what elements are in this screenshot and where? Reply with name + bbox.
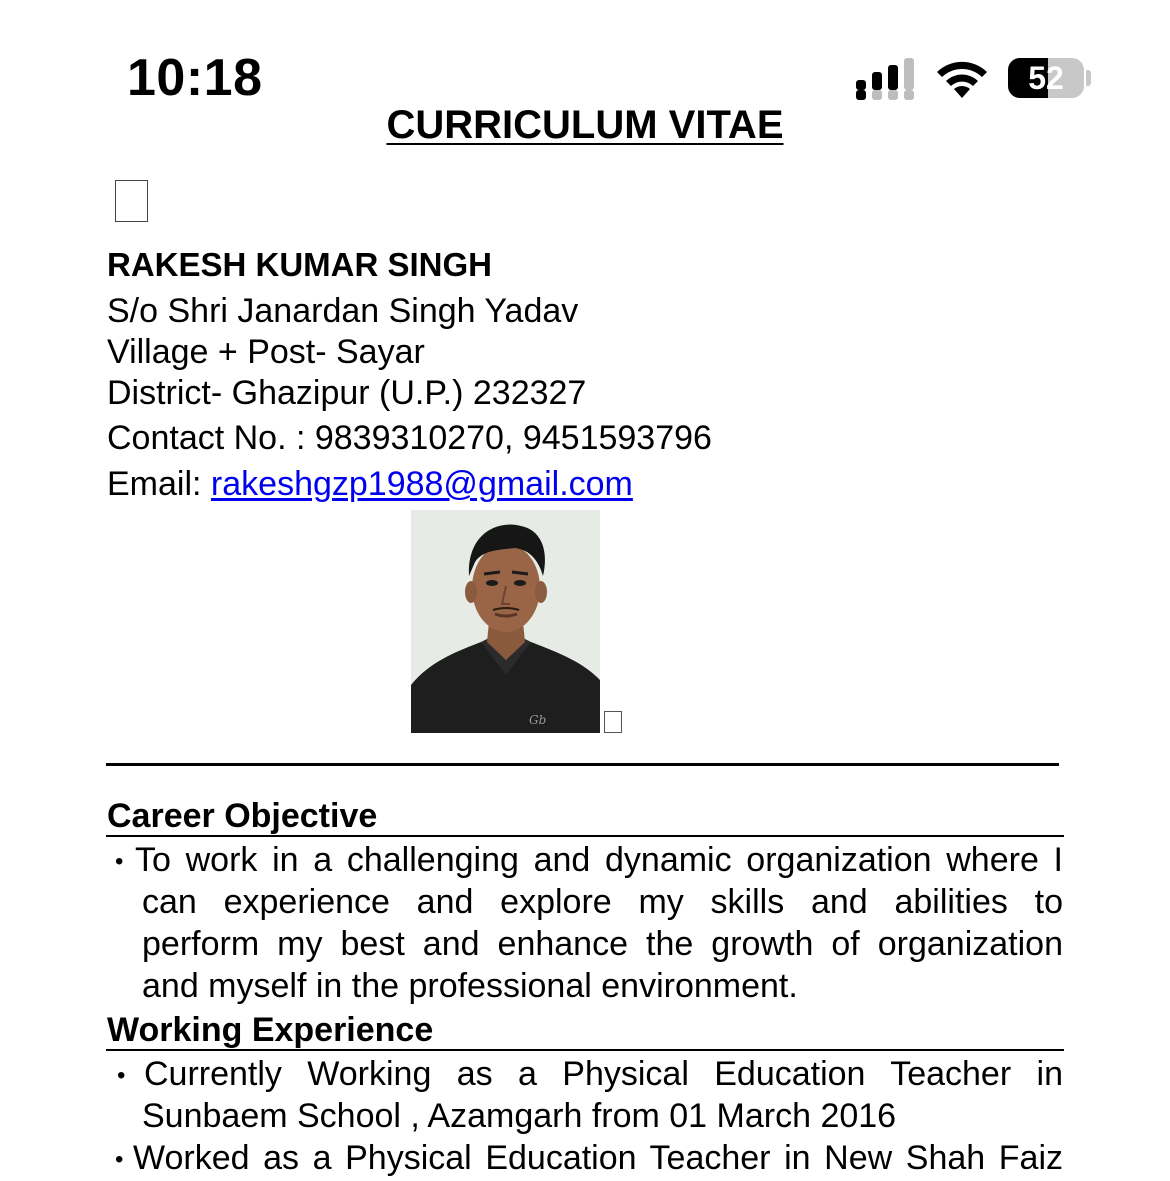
paragraph-line: can experience and explore my skills and abilities to [142, 883, 1063, 921]
cellular-signal-icon [856, 58, 916, 98]
bullet: • [115, 1146, 124, 1173]
battery-level: 52 [1028, 60, 1064, 96]
profile-photo [411, 510, 600, 733]
experience-item [117, 1053, 1063, 1137]
email-label: Email: [107, 465, 211, 503]
document-title: CURRICULUM VITAE [386, 103, 784, 147]
working-experience-rule [106, 1049, 1064, 1051]
horizontal-divider [106, 763, 1059, 766]
svg-text:Gb: Gb [529, 713, 547, 727]
career-objective-rule [106, 835, 1064, 837]
email-line [107, 467, 633, 501]
village-line: Village + Post- Sayar [107, 333, 425, 371]
candidate-name: RAKESH KUMAR SINGH [107, 246, 493, 283]
paragraph-line: Sunbaem School , Azamgarh from 01 March 2016 [142, 1097, 897, 1135]
wifi-icon [934, 58, 990, 100]
bullet: • [115, 848, 124, 875]
battery-icon [1008, 58, 1084, 98]
career-objective-heading: Career Objective [107, 797, 378, 835]
bullet: • [117, 1062, 126, 1089]
experience-item [115, 1137, 1063, 1179]
paragraph-line: Worked as a Physical Education Teacher in New Shah Faiz [133, 1139, 1063, 1177]
status-time: 10:18 [127, 49, 263, 107]
paragraph-line: Currently Working as a Physical Education Teacher in [144, 1055, 1063, 1093]
paragraph-line: perform my best and enhance the growth of organization [142, 925, 1063, 963]
working-experience-heading: Working Experience [107, 1011, 434, 1049]
paragraph-line: To work in a challenging and dynamic organization where I [135, 841, 1063, 879]
email-link[interactable]: rakeshgzp1988@gmail.com [210, 465, 633, 503]
missing-image-placeholder [115, 180, 148, 222]
phone-line: Contact No. : 9839310270, 9451593796 [107, 419, 712, 457]
district-line: District- Ghazipur (U.P.) 232327 [107, 374, 587, 412]
battery-cap [1086, 70, 1091, 86]
parent-line: S/o Shri Janardan Singh Yadav [107, 292, 579, 330]
career-objective-paragraph [115, 839, 1063, 1007]
missing-image-placeholder-small [604, 711, 622, 733]
paragraph-line: and myself in the professional environment. [142, 967, 798, 1005]
